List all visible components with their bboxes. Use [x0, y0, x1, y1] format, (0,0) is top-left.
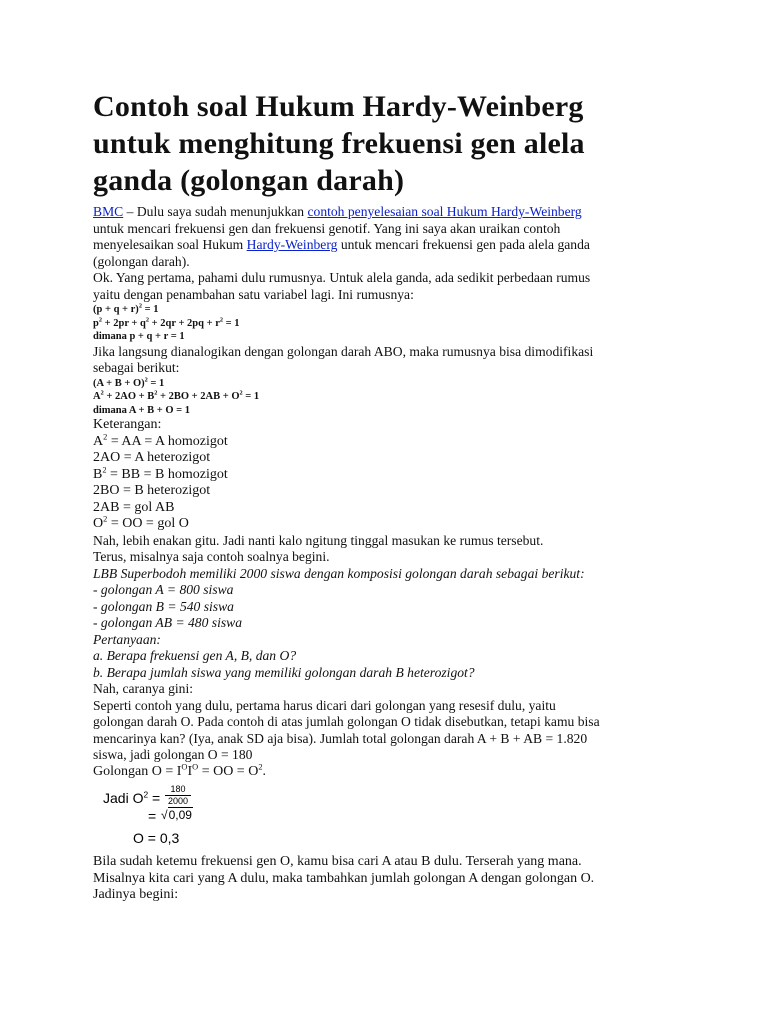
calc-fraction: $\frac{180}{2000}$ — [165, 784, 191, 806]
soal-line-1: LBB Superbodoh memiliki 2000 siswa dengan komposisi golongan darah sebagai berikut: — [93, 565, 585, 581]
formula-2-line-1: $(A + B + O)^2 = 1$ — [93, 376, 165, 389]
jawab-golongan-o: Golongan $O = I^OI^O$ = OO = $O^2$. — [93, 761, 266, 779]
calc-jadi: Jadi $O^2$ = — [103, 789, 161, 806]
soal-line-3: - golongan B = 540 siswa — [93, 598, 234, 614]
keterangan-item: 2AO = A heterozigot — [93, 450, 211, 465]
soal-line-5: Pertanyaan: — [93, 631, 161, 647]
formula-1-line-2: $p^2 + 2pr + q^2 + 2qr + 2pq + r^2 = 1$ — [93, 316, 240, 329]
formula-1-line-3: dimana p + q + r = 1 — [93, 331, 185, 342]
para5-line-3: Jadinya begini: — [93, 887, 179, 902]
para2-line-1: Ok. Yang pertama, pahami dulu rumusnya. Untuk alela ganda, ada sedikit perbedaan rumus — [93, 270, 591, 285]
jawab-line-3: golongan darah O. Pada contoh di atas jumlah golongan O tidak disebutkan, tetapi kamu bisa — [93, 714, 600, 729]
calc-result: O = 0,3 — [133, 830, 180, 846]
intro-line-1: BMC – Dulu saya sudah menunjukkan contoh penyelesaian soal Hukum Hardy-Weinberg — [93, 204, 582, 219]
soal-line-7: b. Berapa jumlah siswa yang memiliki golongan darah B heterozigot? — [93, 664, 475, 680]
intro-line-2: untuk mencari frekuensi gen dan frekuensi genotif. Yang ini saya akan uraikan contoh — [93, 220, 561, 236]
calc-sqrt: √0,09 — [161, 808, 192, 822]
intro-line-3: menyelesaikan soal Hukum Hardy-Weinberg untuk mencari frekuensi gen pada alela ganda — [93, 237, 590, 252]
formula-2-line-2: $A^2 + 2AO + B^2 + 2BO + 2AB + O^2 = 1$ — [93, 389, 260, 402]
para4-line-2: Terus, misalnya saja contoh soalnya begini. — [93, 549, 330, 564]
para3-line-2: sebagai berikut: — [93, 360, 180, 375]
para4-line-1: Nah, lebih enakan gitu. Jadi nanti kalo ngitung tinggal masukan ke rumus tersebut. — [93, 532, 544, 548]
para2-line-2: yaitu dengan penambahan satu variabel lagi. Ini rumusnya: — [93, 286, 414, 302]
bmc-link[interactable]: BMC — [93, 204, 124, 219]
para5-line-1: Bila sudah ketemu frekuensi gen O, kamu bisa cari A atau B dulu. Terserah yang mana. — [93, 854, 582, 869]
jawab-line-4: mencarinya kan? (Iya, anak SD aja bisa). Jumlah total golongan darah A + B + AB = 1.820 — [93, 730, 588, 746]
para5-line-2: Misalnya kita cari yang A dulu, maka tambahkan jumlah golongan A dengan golongan O. — [93, 870, 595, 886]
keterangan-item: $B^2$ = BB = B homozigot — [93, 464, 228, 482]
keterangan-item: 2BO = B heterozigot — [93, 483, 211, 498]
keterangan-heading: Keterangan: — [93, 417, 162, 432]
soal-line-6: a. Berapa frekuensi gen A, B, dan O? — [93, 648, 297, 663]
jawab-line-5: siswa, jadi golongan O = 180 — [93, 747, 253, 762]
keterangan-item: $A^2$ = AA = A homozigot — [93, 431, 228, 449]
keterangan-item: $O^2$ = OO = gol O — [93, 514, 189, 531]
keterangan-item: 2AB = gol AB — [93, 499, 175, 515]
article-body — [93, 204, 673, 904]
jawab-line-2: Seperti contoh yang dulu, pertama harus dicari dari golongan yang resesif dulu, yaitu — [93, 697, 556, 713]
intro-line-4: (golongan darah). — [93, 253, 190, 269]
page-title: Contoh soal Hukum Hardy-Weinberg untuk menghitung frekuensi gen alela ganda (golongan darah) — [93, 90, 585, 197]
hardy-weinberg-link[interactable]: Hardy-Weinberg — [246, 237, 338, 252]
contoh-soal-link[interactable]: contoh penyelesaian soal Hukum Hardy-Weinberg — [307, 204, 582, 219]
calc-equals: = — [148, 808, 157, 824]
soal-line-4: - golongan AB = 480 siswa — [93, 615, 243, 630]
calculation-image — [93, 784, 673, 848]
jawab-line-1: Nah, caranya gini: — [93, 681, 194, 696]
formula-2-line-3: dimana A + B + O = 1 — [93, 404, 191, 416]
formula-1-line-1: $(p + q + r)^2 = 1$ — [93, 302, 159, 315]
soal-line-2: - golongan A = 800 siswa — [93, 582, 234, 597]
para3-line-1: Jika langsung dianalogikan dengan golongan darah ABO, maka rumusnya bisa dimodifikasi — [93, 343, 594, 359]
